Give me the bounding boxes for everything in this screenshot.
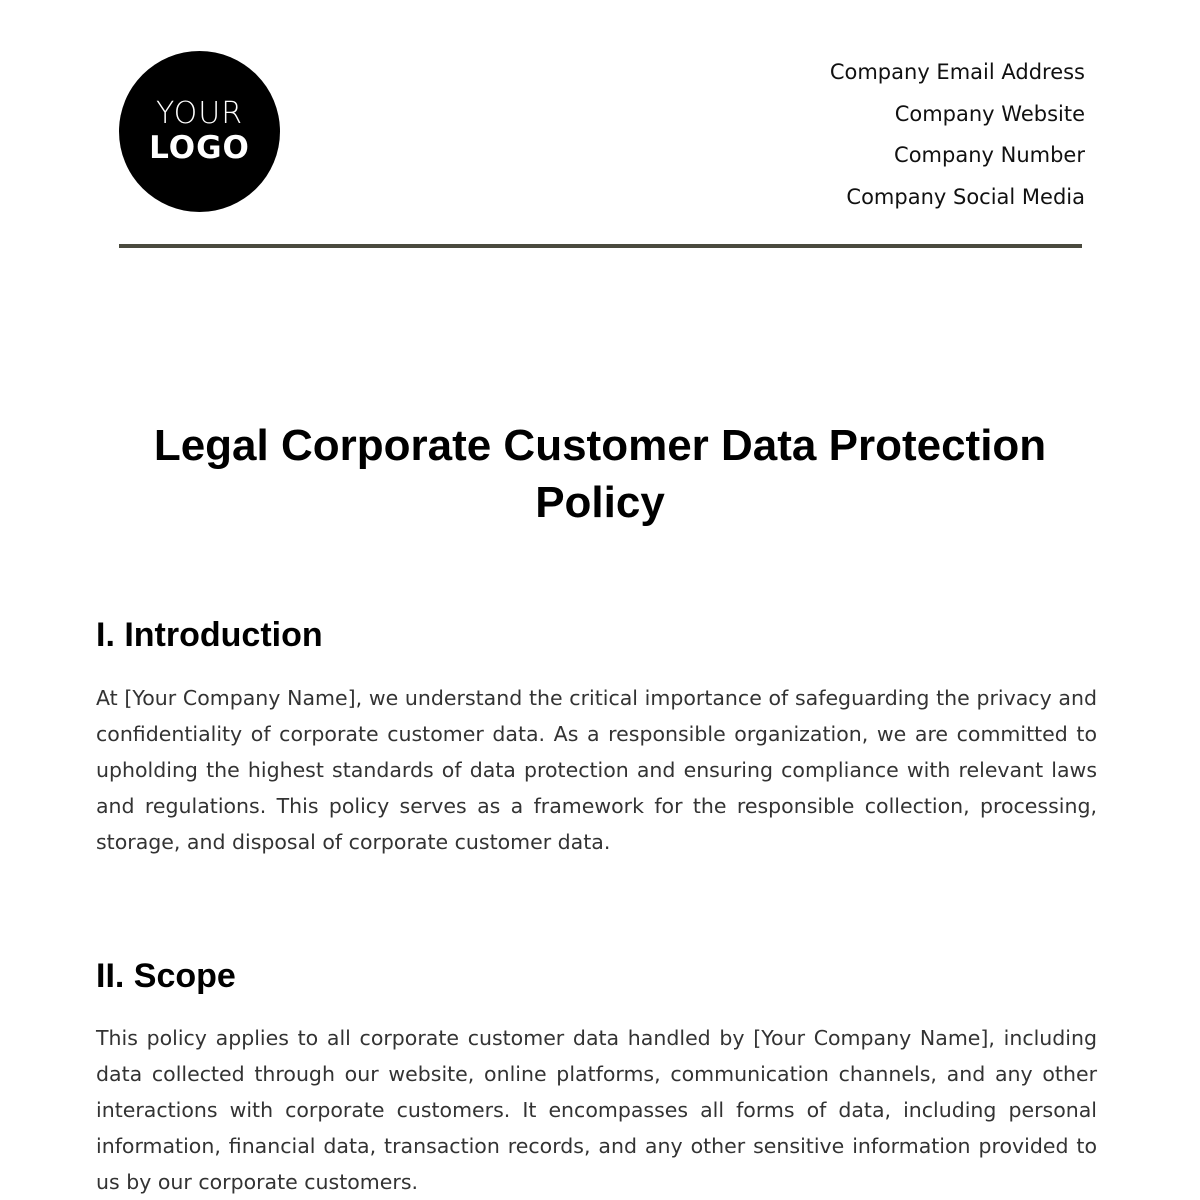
section-body-scope: This policy applies to all corporate customer data handled by [Your Company Name], including data collected through our website, online platforms, communication channels, and any other interactions with corporate customers. It encompasses all forms of data, including personal information, financial data, transaction records, and any other sensitive information provided to us by our corporate customers. bbox=[96, 1026, 1097, 1194]
logo-text-line2: LOGO bbox=[149, 129, 250, 166]
document-title: Legal Corporate Customer Data Protection Policy bbox=[153, 421, 1047, 527]
company-social-media: Company Social Media bbox=[846, 185, 1085, 210]
section-heading-introduction: I. Introduction bbox=[96, 616, 323, 654]
company-contact-block bbox=[830, 52, 1085, 219]
header-divider bbox=[119, 244, 1082, 248]
section-body-introduction: At [Your Company Name], we understand the critical importance of safeguarding the privacy and confidentiality of corporate customer data. As a responsible organization, we are committed to upholding the highest standards of data protection and ensuring compliance with relevant laws and regulations. This policy serves as a framework for the responsible collection, processing, storage, and disposal of corporate customer data. bbox=[96, 686, 1097, 854]
company-website: Company Website bbox=[894, 101, 1085, 126]
company-number: Company Number bbox=[894, 143, 1085, 168]
company-email: Company Email Address bbox=[829, 60, 1085, 84]
company-logo bbox=[119, 51, 280, 212]
section-heading-scope: II. Scope bbox=[96, 957, 236, 995]
logo-text-line1: YOUR bbox=[155, 95, 244, 131]
